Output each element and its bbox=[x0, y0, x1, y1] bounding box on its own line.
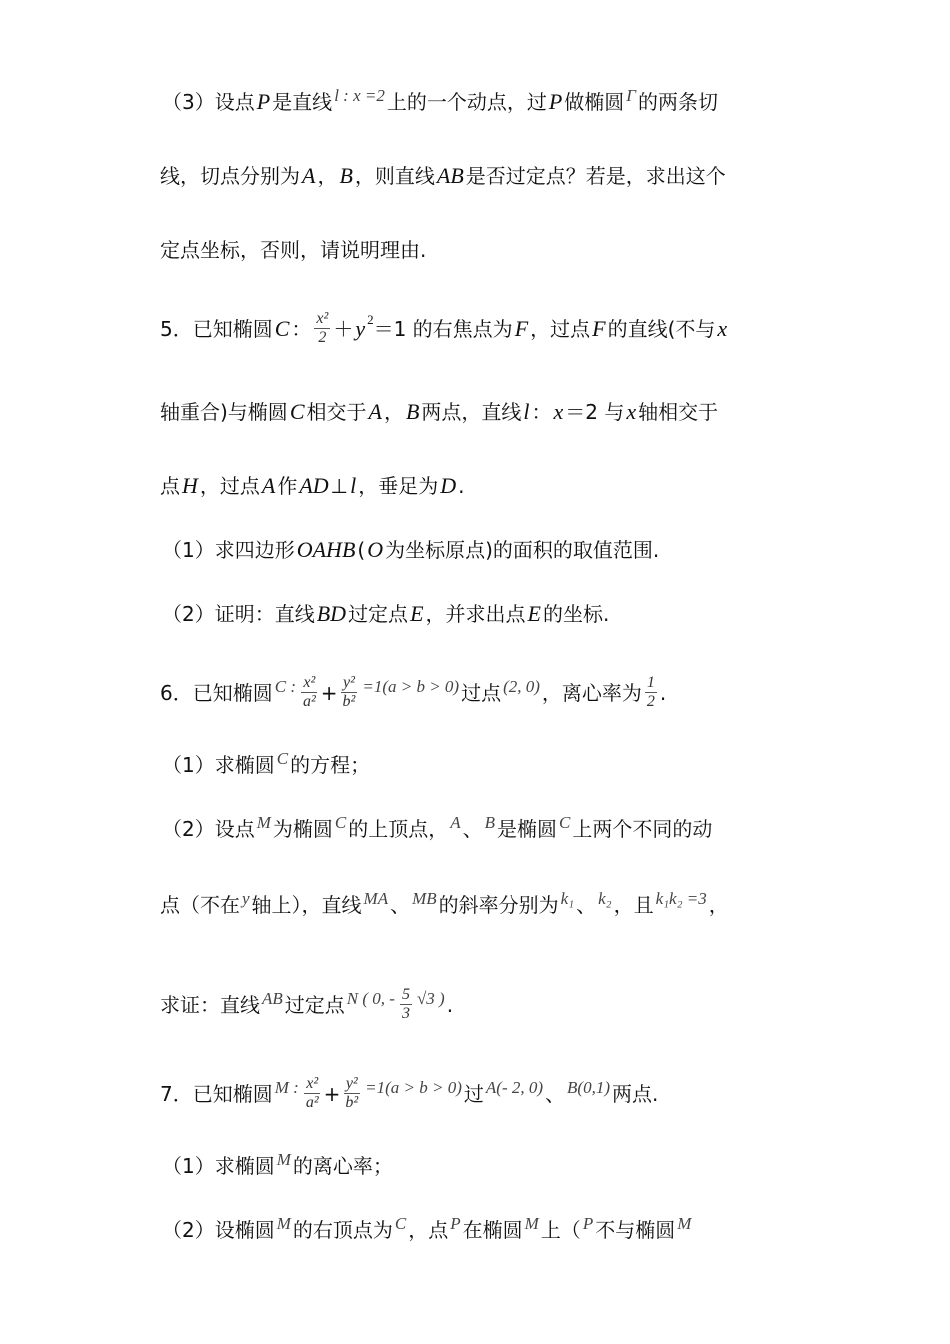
math-symbol: l bbox=[350, 473, 357, 498]
text-run: （2）设椭圆 bbox=[162, 1218, 275, 1242]
math-symbol: OAHB bbox=[296, 537, 356, 562]
text-run: 点 bbox=[160, 474, 180, 498]
text-run: ＋ bbox=[333, 316, 354, 341]
fraction-numerator: x² bbox=[316, 310, 329, 327]
math-fraction bbox=[400, 986, 412, 1023]
text-run: （1）求椭圆 bbox=[162, 753, 275, 777]
text-run: 轴重合)与椭圆 bbox=[160, 400, 288, 424]
text-run: ⊥ bbox=[330, 474, 349, 498]
fraction-numerator: 1 bbox=[646, 674, 655, 691]
text-run: 的右顶点为 bbox=[292, 1218, 393, 1242]
text-line bbox=[162, 599, 609, 629]
text-run: 轴上），直线 bbox=[251, 893, 362, 917]
text-run: 7．已知椭圆 bbox=[160, 1081, 273, 1106]
text-line bbox=[160, 235, 426, 265]
fraction-denominator: 2 bbox=[646, 693, 655, 710]
math-symbol: B bbox=[484, 813, 496, 832]
text-line bbox=[162, 87, 718, 117]
math-symbol: MA bbox=[363, 889, 389, 908]
text-run: + bbox=[323, 1081, 341, 1106]
math-symbol: k₁k₂ =3 bbox=[655, 889, 707, 908]
fraction-denominator: b² bbox=[345, 1094, 359, 1111]
text-run: 两点，直线 bbox=[421, 400, 522, 424]
text-run: 的两条切 bbox=[637, 90, 718, 114]
text-line bbox=[160, 161, 726, 191]
text-run: 做椭圆 bbox=[564, 90, 625, 114]
math-symbol: E bbox=[527, 601, 541, 626]
text-run: 过定点 bbox=[284, 992, 345, 1017]
text-run: 过点 bbox=[461, 680, 502, 705]
text-line bbox=[162, 1151, 393, 1181]
math-symbol: M bbox=[276, 1150, 291, 1169]
math-symbol: AB bbox=[262, 988, 283, 1008]
text-run: 5．已知椭圆 bbox=[160, 316, 273, 341]
text-run: ： bbox=[291, 316, 312, 341]
math-symbol: A bbox=[261, 473, 276, 498]
text-run: （2）设点 bbox=[162, 817, 255, 841]
text-line bbox=[160, 397, 718, 427]
text-run: 上的一个动点，过 bbox=[386, 90, 547, 114]
text-run: 的上顶点， bbox=[348, 817, 449, 841]
text-run: 的斜率分别为 bbox=[438, 893, 559, 917]
math-symbol: C bbox=[559, 813, 571, 832]
text-run: 、 bbox=[545, 1081, 566, 1106]
math-symbol: M bbox=[524, 1214, 539, 1233]
text-run: （3）设点 bbox=[162, 90, 255, 114]
math-symbol: A bbox=[450, 813, 461, 832]
text-line bbox=[162, 535, 659, 565]
text-run: 是否过定点？若是，求出这个 bbox=[465, 164, 726, 188]
math-symbol: H bbox=[182, 473, 198, 498]
math-symbol: l : x =2 bbox=[334, 86, 385, 105]
text-run: ，并求出点 bbox=[425, 602, 526, 626]
text-line bbox=[162, 750, 370, 780]
text-run: 过定点 bbox=[348, 602, 409, 626]
text-run: ， bbox=[708, 893, 729, 917]
text-run: 的直线(不与 bbox=[607, 316, 716, 341]
math-symbol: k₁ bbox=[560, 889, 575, 908]
text-run: . bbox=[446, 992, 454, 1017]
math-symbol: A bbox=[368, 399, 382, 424]
text-run: 为坐标原点)的面积的取值范围. bbox=[385, 538, 660, 562]
math-symbol: B(0,1) bbox=[567, 1077, 611, 1097]
math-symbol: M bbox=[677, 1214, 692, 1233]
text-run: 轴相交于 bbox=[638, 400, 719, 424]
text-run: 两点. bbox=[612, 1081, 659, 1106]
math-symbol: M : bbox=[274, 1077, 299, 1097]
text-run: 是直线 bbox=[272, 90, 333, 114]
math-symbol: C bbox=[394, 1214, 407, 1233]
math-symbol: AD bbox=[299, 473, 329, 498]
math-symbol: O bbox=[367, 537, 384, 562]
text-run: 上两个不同的动 bbox=[572, 817, 713, 841]
math-symbol: x bbox=[553, 399, 564, 424]
text-run: + bbox=[320, 680, 338, 705]
text-run: ( bbox=[357, 538, 366, 562]
math-symbol: BD bbox=[316, 601, 347, 626]
math-symbol: P bbox=[582, 1214, 594, 1233]
math-fraction bbox=[301, 674, 318, 711]
text-run: ＝1 的右焦点为 bbox=[373, 316, 513, 341]
text-line bbox=[160, 986, 453, 1023]
math-symbol: (2, 0) bbox=[503, 676, 540, 696]
math-fraction bbox=[304, 1075, 321, 1112]
text-run: ，离心率为 bbox=[541, 680, 642, 705]
fraction-numerator: 5 bbox=[401, 986, 410, 1003]
text-run: 的坐标. bbox=[542, 602, 610, 626]
text-run: 不与椭圆 bbox=[595, 1218, 676, 1242]
text-run: 线，切点分别为 bbox=[160, 164, 300, 188]
text-run: 定点坐标，否则，请说明理由. bbox=[160, 238, 427, 262]
text-run: 、 bbox=[462, 817, 483, 841]
math-symbol: P bbox=[450, 1214, 461, 1233]
math-superscript: 2 bbox=[367, 311, 374, 327]
text-run: 的方程； bbox=[290, 753, 371, 777]
text-run: （2）证明：直线 bbox=[162, 602, 315, 626]
math-symbol: F bbox=[514, 315, 529, 341]
math-fraction bbox=[343, 1075, 360, 1112]
math-symbol: Γ bbox=[626, 86, 636, 105]
text-run: ，且 bbox=[613, 893, 654, 917]
math-symbol: =1(a > b > 0) bbox=[362, 676, 460, 696]
math-symbol: C bbox=[276, 749, 289, 768]
math-symbol: √3 ) bbox=[416, 988, 445, 1008]
math-fraction bbox=[645, 674, 657, 711]
math-symbol: C : bbox=[274, 676, 296, 696]
text-run: ，点 bbox=[408, 1218, 449, 1242]
text-run: （1）求椭圆 bbox=[162, 1154, 275, 1178]
math-symbol: l bbox=[523, 399, 530, 424]
text-run: 、 bbox=[576, 893, 597, 917]
fraction-denominator: 2 bbox=[318, 329, 327, 346]
text-run: ， bbox=[317, 164, 338, 188]
text-run: 求证：直线 bbox=[160, 992, 260, 1017]
text-run: 的离心率； bbox=[292, 1154, 393, 1178]
math-symbol: y bbox=[355, 315, 366, 341]
text-line bbox=[162, 1215, 693, 1245]
math-symbol: AB bbox=[436, 163, 464, 188]
math-symbol: N ( 0, - bbox=[346, 988, 395, 1008]
text-run: 在椭圆 bbox=[462, 1218, 523, 1242]
text-run: 作 bbox=[277, 474, 298, 498]
fraction-numerator: x² bbox=[306, 1075, 319, 1092]
fraction-denominator: 3 bbox=[401, 1005, 410, 1022]
math-symbol: A(- 2, 0) bbox=[485, 1077, 544, 1097]
text-run: ，过点 bbox=[530, 316, 591, 341]
math-symbol: MB bbox=[412, 889, 437, 908]
fraction-numerator: x² bbox=[303, 674, 316, 691]
text-run: . bbox=[659, 680, 667, 705]
text-run: 相交于 bbox=[306, 400, 367, 424]
text-line bbox=[160, 674, 666, 711]
math-symbol: x bbox=[717, 315, 728, 341]
fraction-numerator: y² bbox=[345, 1075, 358, 1092]
text-run: ， bbox=[383, 400, 404, 424]
math-symbol: M bbox=[256, 813, 271, 832]
text-run: ＝2 与 bbox=[565, 400, 625, 424]
text-run: 、 bbox=[390, 893, 411, 917]
math-symbol: D bbox=[440, 473, 457, 498]
text-run: 是椭圆 bbox=[497, 817, 558, 841]
math-symbol: C bbox=[274, 315, 290, 341]
text-run: 过 bbox=[463, 1081, 484, 1106]
math-symbol: x bbox=[626, 399, 637, 424]
text-run: ： bbox=[531, 400, 552, 424]
math-symbol: P bbox=[548, 89, 563, 114]
math-symbol: C bbox=[334, 813, 347, 832]
text-line bbox=[160, 890, 729, 920]
math-symbol: M bbox=[276, 1214, 291, 1233]
text-line bbox=[160, 1075, 658, 1112]
text-run: 为椭圆 bbox=[272, 817, 333, 841]
math-symbol: B bbox=[405, 399, 420, 424]
math-symbol: k₂ bbox=[598, 889, 612, 908]
math-symbol: y bbox=[242, 889, 250, 908]
text-line bbox=[160, 471, 464, 501]
text-line bbox=[162, 814, 712, 844]
text-run: . bbox=[458, 474, 465, 498]
math-symbol: P bbox=[256, 89, 271, 114]
math-symbol: C bbox=[289, 399, 305, 424]
math-symbol: E bbox=[410, 601, 424, 626]
fraction-numerator: y² bbox=[342, 674, 355, 691]
math-symbol: A bbox=[302, 163, 316, 188]
text-line bbox=[160, 310, 729, 347]
math-symbol: F bbox=[592, 315, 606, 341]
text-run: （1）求四边形 bbox=[162, 538, 295, 562]
text-run: ，过点 bbox=[199, 474, 260, 498]
math-fraction bbox=[314, 310, 330, 347]
text-run: ，垂足为 bbox=[358, 474, 439, 498]
fraction-denominator: a² bbox=[302, 693, 316, 710]
text-run: 6．已知椭圆 bbox=[160, 680, 273, 705]
fraction-denominator: b² bbox=[342, 693, 356, 710]
fraction-denominator: a² bbox=[305, 1094, 319, 1111]
math-symbol: =1(a > b > 0) bbox=[365, 1077, 462, 1097]
math-symbol: B bbox=[339, 163, 353, 188]
text-run: 点（不在 bbox=[160, 893, 240, 917]
text-run: ，则直线 bbox=[354, 164, 435, 188]
math-fraction bbox=[341, 674, 358, 711]
text-run: 上（ bbox=[540, 1218, 581, 1242]
